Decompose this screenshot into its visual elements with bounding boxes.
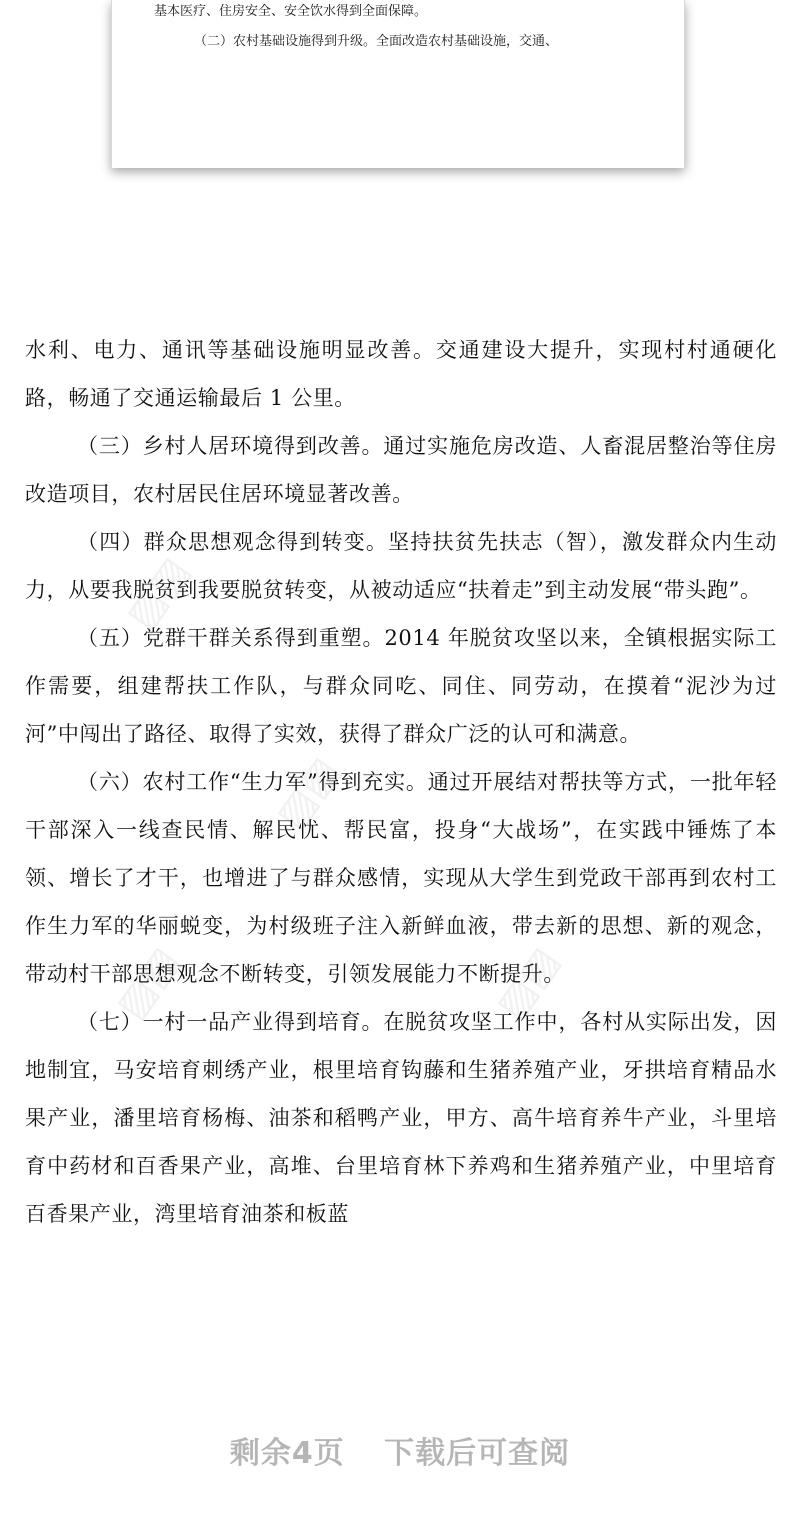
document-body: [25, 326, 777, 1238]
paragraph: 水利、电力、通讯等基础设施明显改善。交通建设大提升，实现村村通硬化路，畅通了交通运输最后 1 公里。: [25, 338, 777, 410]
download-to-read-more-link[interactable]: [0, 1428, 800, 1472]
paragraph: （五）党群干群关系得到重塑。2014 年脱贫攻坚以来，全镇根据实际工作需要，组建帮扶工作队，与群众同吃、同住、同劳动，在摸着“泥沙为过河”中闯出了路径、取得了实效，获得了群众广泛的认可和满意。: [25, 626, 777, 746]
paragraph: （七）一村一品产业得到培育。在脱贫攻坚工作中，各村从实际出发，因地制宜，马安培育刺绣产业，根里培育钩藤和生猪养殖产业，牙拱培育精品水果产业，潘里培育杨梅、油茶和稻鸭产业，甲方、高牛培育养牛产业，斗里培育中药材和百香果产业，高堆、台里培育林下养鸡和生猪养殖产业，中里培育百香果产业，湾里培育油茶和板蓝: [25, 1010, 777, 1226]
paragraph: （三）乡村人居环境得到改善。通过实施危房改造、人畜混居整治等住房改造项目，农村居民住居环境显著改善。: [25, 434, 777, 506]
watermark-right-bottom: ▨▨: [487, 938, 569, 1028]
paragraph: （六）农村工作“生力军”得到充实。通过开展结对帮扶等方式，一批年轻干部深入一线查民情、解民忧、帮民富，投身“大战场”，在实践中锤炼了本领、增长了才干，也增进了与群众感情，实现从大学生到党政干部再到农村工作生力军的华丽蜕变，为村级班子注入新鲜血液，带去新的思想、新的观念，带动村干部思想观念不断转变，引领发展能力不断提升。: [25, 770, 777, 986]
preview-line-1: 基本医疗、住房安全、安全饮水得到全面保障。: [154, 4, 428, 19]
remaining-pages-label[interactable]: 剩余4页: [229, 1436, 345, 1471]
download-hint-label[interactable]: 下载后可查阅: [384, 1436, 571, 1471]
watermark-left-bottom: ▨▨: [107, 938, 189, 1028]
paragraph: （四）群众思想观念得到转变。坚持扶贫先扶志（智），激发群众内生动力，从要我脱贫到我要脱贫转变，从被动适应“扶着走”到主动发展“带头跑”。: [25, 530, 777, 602]
watermark-left-top: ▨▨: [117, 548, 199, 638]
previous-page-preview: [111, 0, 685, 168]
watermark-center: ▨▨: [267, 748, 349, 838]
preview-line-2: （二）农村基础设施得到升级。全面改造农村基础设施，交通、: [194, 34, 559, 49]
